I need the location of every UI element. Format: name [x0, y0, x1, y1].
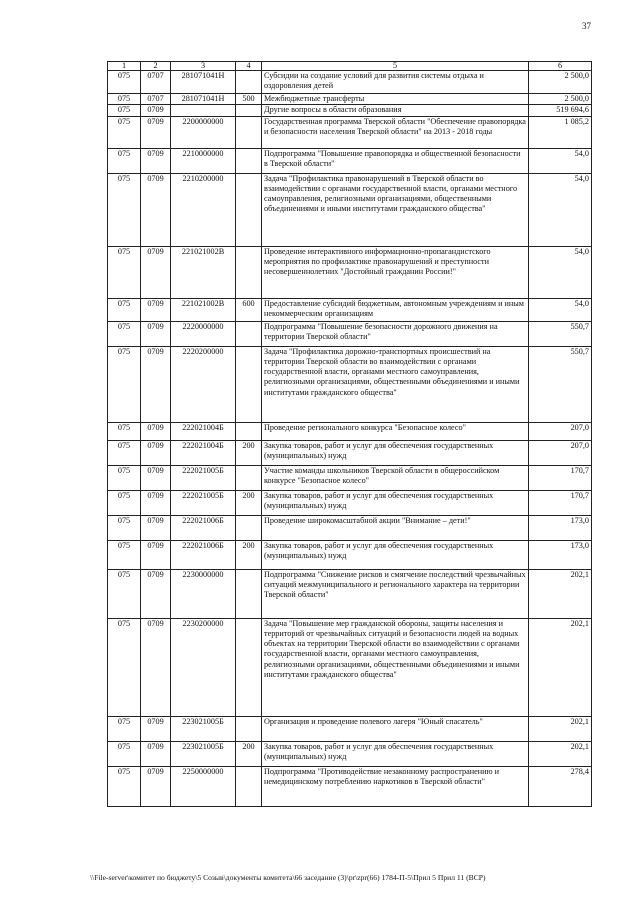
description-cell: Другие вопросы в области образования	[262, 105, 529, 116]
header-row	[108, 62, 592, 71]
table-row	[108, 465, 592, 490]
target-article-cell: 221021002В	[171, 298, 236, 321]
expense-type-cell: 200	[236, 741, 262, 766]
header-cell-1: 1	[108, 62, 141, 71]
expense-type-cell	[236, 173, 262, 246]
header-cell-6: 6	[529, 62, 592, 71]
amount-cell: 207,0	[529, 440, 592, 465]
amount-cell: 202,1	[529, 618, 592, 716]
expense-type-cell: 200	[236, 490, 262, 515]
description-cell: Закупка товаров, работ и услуг для обеспечения государственных (муниципальных) нужд	[262, 490, 529, 515]
table-row	[108, 490, 592, 515]
expense-type-cell	[236, 148, 262, 173]
description-cell: Субсидии на создание условий для развития системы отдыха и оздоровления детей	[262, 71, 529, 94]
section-code-cell: 0709	[141, 440, 171, 465]
admin-code-cell: 075	[108, 321, 141, 346]
table-row	[108, 346, 592, 422]
header-cell-2: 2	[141, 62, 171, 71]
admin-code-cell: 075	[108, 465, 141, 490]
target-article-cell: 2220000000	[171, 321, 236, 346]
amount-cell: 54,0	[529, 148, 592, 173]
file-path-footer: \\File-server\комитет по бюджету\5 Созыв\документы комитета\66 заседание (3)\pr\zpr(66) 1784-П-5\Прил 5 Прил 11 (ВСР)	[90, 873, 486, 882]
amount-cell: 173,0	[529, 515, 592, 540]
admin-code-cell: 075	[108, 116, 141, 148]
section-code-cell: 0709	[141, 569, 171, 618]
description-cell: Подпрограмма "Повышение безопасности дорожного движения на территории Тверской области"	[262, 321, 529, 346]
table-row	[108, 515, 592, 540]
admin-code-cell: 075	[108, 490, 141, 515]
expense-type-cell: 600	[236, 298, 262, 321]
description-cell: Проведение регионального конкурса "Безопасное колесо"	[262, 422, 529, 440]
section-code-cell: 0709	[141, 321, 171, 346]
table-row	[108, 246, 592, 298]
expense-type-cell: 200	[236, 540, 262, 569]
expense-type-cell	[236, 716, 262, 741]
target-article-cell: 223021005Б	[171, 716, 236, 741]
target-article-cell: 223021005Б	[171, 741, 236, 766]
target-article-cell: 2210000000	[171, 148, 236, 173]
section-code-cell: 0709	[141, 422, 171, 440]
expense-type-cell: 200	[236, 440, 262, 465]
admin-code-cell: 075	[108, 298, 141, 321]
target-article-cell: 222021006Б	[171, 540, 236, 569]
admin-code-cell: 075	[108, 440, 141, 465]
section-code-cell: 0709	[141, 116, 171, 148]
table-row	[108, 116, 592, 148]
description-cell: Задача "Профилактика дорожно-транспортных происшествий на территории Тверской области во взаимодействии с органами государственной власти, органами местного самоуправления, религиозными организациями, общественными объединениями и иными институтами гражданского общества"	[262, 346, 529, 422]
amount-cell: 170,7	[529, 465, 592, 490]
description-cell: Задача "Повышение мер гражданской обороны, защиты населения и территорий от чрезвычайных ситуаций и безопасности людей на водных объектах на территории Тверской области во взаимодействии с органами государственной власти, органами местного самоуправления, религиозными организациями, общественными объединениями и иными институтами гражданского общества"	[262, 618, 529, 716]
description-cell: Государственная программа Тверской области "Обеспечение правопорядка и безопасности населения Тверской области" на 2013 - 2018 годы	[262, 116, 529, 148]
expense-type-cell	[236, 116, 262, 148]
target-article-cell: 222021006Б	[171, 515, 236, 540]
expense-type-cell	[236, 515, 262, 540]
table-row	[108, 321, 592, 346]
admin-code-cell: 075	[108, 515, 141, 540]
target-article-cell: 2230000000	[171, 569, 236, 618]
target-article-cell: 2230200000	[171, 618, 236, 716]
table-body	[108, 71, 592, 807]
expense-type-cell	[236, 321, 262, 346]
expense-type-cell	[236, 618, 262, 716]
section-code-cell: 0709	[141, 105, 171, 116]
section-code-cell: 0709	[141, 540, 171, 569]
description-cell: Проведение интерактивного информационно-пропагандистского мероприятия по профилактике правонарушений и преступности несовершеннолетних "Достойный гражданин России!"	[262, 246, 529, 298]
target-article-cell: 2250000000	[171, 766, 236, 806]
amount-cell: 278,4	[529, 766, 592, 806]
table-row	[108, 540, 592, 569]
description-cell: Организация и проведение полевого лагеря "Юный спасатель"	[262, 716, 529, 741]
amount-cell: 202,1	[529, 716, 592, 741]
target-article-cell: 2210200000	[171, 173, 236, 246]
admin-code-cell: 075	[108, 246, 141, 298]
target-article-cell: 2220200000	[171, 346, 236, 422]
admin-code-cell: 075	[108, 716, 141, 741]
amount-cell: 1 085,2	[529, 116, 592, 148]
admin-code-cell: 075	[108, 741, 141, 766]
amount-cell: 202,1	[529, 569, 592, 618]
table-row	[108, 94, 592, 105]
section-code-cell: 0707	[141, 94, 171, 105]
table-row	[108, 71, 592, 94]
amount-cell: 54,0	[529, 246, 592, 298]
expense-type-cell	[236, 71, 262, 94]
header-cell-4: 4	[236, 62, 262, 71]
admin-code-cell: 075	[108, 148, 141, 173]
section-code-cell: 0709	[141, 515, 171, 540]
amount-cell: 2 500,0	[529, 71, 592, 94]
page-number: 37	[582, 21, 591, 31]
amount-cell: 170,7	[529, 490, 592, 515]
table-row	[108, 422, 592, 440]
section-code-cell: 0707	[141, 71, 171, 94]
section-code-cell: 0709	[141, 173, 171, 246]
section-code-cell: 0709	[141, 246, 171, 298]
expense-type-cell	[236, 246, 262, 298]
table-row	[108, 148, 592, 173]
section-code-cell: 0709	[141, 766, 171, 806]
target-article-cell: 281071041Н	[171, 94, 236, 105]
expense-type-cell	[236, 569, 262, 618]
description-cell: Проведение широкомасштабной акции "Внимание – дети!"	[262, 515, 529, 540]
amount-cell: 54,0	[529, 173, 592, 246]
target-article-cell: 2200000000	[171, 116, 236, 148]
amount-cell: 173,0	[529, 540, 592, 569]
description-cell: Закупка товаров, работ и услуг для обеспечения государственных (муниципальных) нужд	[262, 741, 529, 766]
admin-code-cell: 075	[108, 540, 141, 569]
table-row	[108, 105, 592, 116]
description-cell: Подпрограмма "Противодействие незаконному распространению и немедицинскому потреблению наркотиков в Тверской области"	[262, 766, 529, 806]
admin-code-cell: 075	[108, 105, 141, 116]
description-cell: Подпрограмма "Снижение рисков и смягчение последствий чрезвычайных ситуаций межмуниципального и регионального характера на территории Тверской области"	[262, 569, 529, 618]
description-cell: Межбюджетные трансферты	[262, 94, 529, 105]
admin-code-cell: 075	[108, 71, 141, 94]
amount-cell: 207,0	[529, 422, 592, 440]
amount-cell: 2 500,0	[529, 94, 592, 105]
target-article-cell: 221021002В	[171, 246, 236, 298]
admin-code-cell: 075	[108, 346, 141, 422]
target-article-cell: 222021004Б	[171, 440, 236, 465]
target-article-cell: 222021005Б	[171, 465, 236, 490]
expense-type-cell	[236, 346, 262, 422]
expense-type-cell	[236, 766, 262, 806]
amount-cell: 519 694,6	[529, 105, 592, 116]
table-row	[108, 440, 592, 465]
expense-type-cell: 500	[236, 94, 262, 105]
expense-type-cell	[236, 465, 262, 490]
target-article-cell: 222021005Б	[171, 490, 236, 515]
section-code-cell: 0709	[141, 465, 171, 490]
table-row	[108, 741, 592, 766]
admin-code-cell: 075	[108, 618, 141, 716]
description-cell: Подпрограмма "Повышение правопорядка и общественной безопасности в Тверской области"	[262, 148, 529, 173]
table-row	[108, 298, 592, 321]
section-code-cell: 0709	[141, 716, 171, 741]
amount-cell: 202,1	[529, 741, 592, 766]
target-article-cell: 281071041Н	[171, 71, 236, 94]
table-row	[108, 569, 592, 618]
description-cell: Участие команды школьников Тверской области в общероссийском конкурсе "Безопасное колесо"	[262, 465, 529, 490]
section-code-cell: 0709	[141, 298, 171, 321]
section-code-cell: 0709	[141, 148, 171, 173]
target-article-cell	[171, 105, 236, 116]
admin-code-cell: 075	[108, 173, 141, 246]
admin-code-cell: 075	[108, 94, 141, 105]
section-code-cell: 0709	[141, 618, 171, 716]
description-cell: Задача "Профилактика правонарушений в Тверской области во взаимодействии с органами государственной власти, органами местного самоуправления, религиозными организациями, общественными объединениями и иными институтами гражданского общества"	[262, 173, 529, 246]
table-row	[108, 716, 592, 741]
admin-code-cell: 075	[108, 766, 141, 806]
amount-cell: 54,0	[529, 298, 592, 321]
target-article-cell: 222021004Б	[171, 422, 236, 440]
budget-table	[107, 61, 592, 807]
header-cell-5: 5	[262, 62, 529, 71]
expense-type-cell	[236, 105, 262, 116]
table-row	[108, 766, 592, 806]
section-code-cell: 0709	[141, 346, 171, 422]
amount-cell: 550,7	[529, 346, 592, 422]
header-cell-3: 3	[171, 62, 236, 71]
description-cell: Закупка товаров, работ и услуг для обеспечения государственных (муниципальных) нужд	[262, 440, 529, 465]
description-cell: Закупка товаров, работ и услуг для обеспечения государственных (муниципальных) нужд	[262, 540, 529, 569]
expense-type-cell	[236, 422, 262, 440]
section-code-cell: 0709	[141, 490, 171, 515]
table-row	[108, 173, 592, 246]
admin-code-cell: 075	[108, 422, 141, 440]
table-row	[108, 618, 592, 716]
section-code-cell: 0709	[141, 741, 171, 766]
amount-cell: 550,7	[529, 321, 592, 346]
description-cell: Предоставление субсидий бюджетным, автономным учреждениям и иным некоммерческим организациям	[262, 298, 529, 321]
admin-code-cell: 075	[108, 569, 141, 618]
